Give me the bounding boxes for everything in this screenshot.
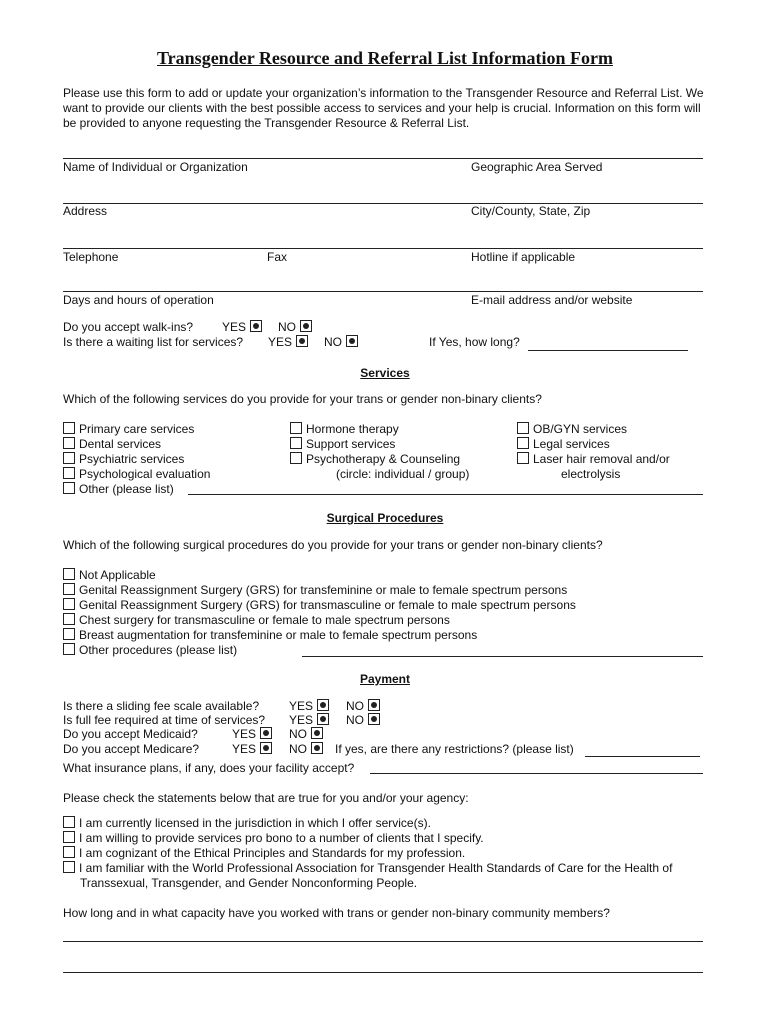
checkbox-icon[interactable] <box>290 437 302 449</box>
surgical-item[interactable] <box>63 613 576 628</box>
checkbox-icon[interactable] <box>63 583 75 595</box>
surgical-label: Other procedures (please list) <box>79 643 238 657</box>
service-label: Hormone therapy <box>306 422 399 436</box>
service-label: Psychological evaluation <box>79 467 211 481</box>
form-title: Transgender Resource and Referral List Information Form <box>157 48 613 68</box>
insurance-line[interactable] <box>370 773 703 774</box>
services-col1 <box>63 422 210 497</box>
statement-wpath[interactable] <box>63 861 672 876</box>
checkbox-icon[interactable] <box>63 643 75 655</box>
service-psychotherapy-note: (circle: individual / group) <box>336 467 470 481</box>
service-label: Laser hair removal and/or <box>533 452 670 466</box>
surgical-label: Chest surgery for transmasculine or female to male spectrum persons <box>79 613 450 627</box>
restrictions-line[interactable] <box>585 756 700 757</box>
service-support[interactable] <box>290 437 469 452</box>
checkbox-icon[interactable] <box>63 816 75 828</box>
checkbox-icon[interactable] <box>63 628 75 640</box>
medicare-yes-radio-icon[interactable] <box>260 742 272 754</box>
sliding-yes-radio-icon[interactable] <box>317 699 329 711</box>
address-line[interactable] <box>63 203 703 204</box>
surgical-item[interactable] <box>63 628 576 643</box>
medicaid-yes[interactable] <box>232 727 272 741</box>
full-fee-yes-radio-icon[interactable] <box>317 713 329 725</box>
waitlist-yes-radio-icon[interactable] <box>296 335 308 347</box>
no-label: NO <box>289 742 307 756</box>
city-label: City/County, State, Zip <box>471 204 591 218</box>
checkbox-icon[interactable] <box>63 613 75 625</box>
statement-licensed[interactable] <box>63 816 672 831</box>
service-laser-note: electrolysis <box>561 467 621 481</box>
medicaid-no[interactable] <box>289 727 323 741</box>
payment-heading: Payment <box>359 672 411 686</box>
yes-label: YES <box>232 727 257 741</box>
services-col3 <box>517 422 670 482</box>
restrictions-label: If yes, are there any restrictions? (please list) <box>335 742 574 756</box>
medicare-question: Do you accept Medicare? <box>63 742 200 756</box>
checkbox-icon[interactable] <box>63 861 75 873</box>
sliding-no[interactable] <box>346 699 380 713</box>
yes-label: YES <box>289 699 314 713</box>
surgical-label: Genital Reassignment Surgery (GRS) for transfeminine or male to female spectrum persons <box>79 583 568 597</box>
surgical-item[interactable] <box>63 568 576 583</box>
services-heading: Services <box>360 366 410 380</box>
surgical-item[interactable] <box>63 583 576 598</box>
checkbox-icon[interactable] <box>290 452 302 464</box>
sliding-yes[interactable] <box>289 699 329 713</box>
full-fee-question: Is full fee required at time of services? <box>63 713 266 727</box>
experience-line-1[interactable] <box>63 941 703 942</box>
walkins-no[interactable] <box>278 320 312 334</box>
checkbox-icon[interactable] <box>517 452 529 464</box>
how-long-line[interactable] <box>528 350 688 351</box>
yes-label: YES <box>289 713 314 727</box>
service-obgyn[interactable] <box>517 422 670 437</box>
checkbox-icon[interactable] <box>63 437 75 449</box>
surgical-item[interactable] <box>63 598 576 613</box>
service-legal[interactable] <box>517 437 670 452</box>
full-fee-no[interactable] <box>346 713 380 727</box>
service-psychiatric[interactable] <box>63 452 210 467</box>
service-label: Support services <box>306 437 396 451</box>
checkbox-icon[interactable] <box>63 846 75 858</box>
checkbox-icon[interactable] <box>63 482 75 494</box>
surgical-label: Not Applicable <box>79 568 156 582</box>
checkbox-icon[interactable] <box>63 831 75 843</box>
telephone-label: Telephone <box>63 250 119 264</box>
medicare-no-radio-icon[interactable] <box>311 742 323 754</box>
checkbox-icon[interactable] <box>517 422 529 434</box>
full-fee-no-radio-icon[interactable] <box>368 713 380 725</box>
waitlist-question: Is there a waiting list for services? <box>63 335 244 349</box>
waitlist-no-label: NO <box>324 335 342 349</box>
service-label: Psychotherapy & Counseling <box>306 452 461 466</box>
no-label: NO <box>346 699 364 713</box>
no-label: NO <box>346 713 364 727</box>
sliding-no-radio-icon[interactable] <box>368 699 380 711</box>
services-col2 <box>290 422 469 482</box>
walkins-yes[interactable] <box>222 320 262 334</box>
medicaid-no-radio-icon[interactable] <box>311 727 323 739</box>
statement-wpath-cont: Transsexual, Transgender, and Gender Nonconforming People. <box>80 876 418 890</box>
surgical-list <box>63 568 576 658</box>
surgical-label: Breast augmentation for transfeminine or male to female spectrum persons <box>79 628 478 642</box>
surgical-question: Which of the following surgical procedures do you provide for your trans or gender non-binary clients? <box>63 538 603 552</box>
hotline-label: Hotline if applicable <box>471 250 576 264</box>
service-label: Psychiatric services <box>79 452 185 466</box>
days-label: Days and hours of operation <box>63 293 214 307</box>
service-primary-care[interactable] <box>63 422 210 437</box>
medicare-yes[interactable] <box>232 742 272 756</box>
checkbox-icon[interactable] <box>63 467 75 479</box>
name-label: Name of Individual or Organization <box>63 160 248 174</box>
statement-label: I am currently licensed in the jurisdiction in which I offer service(s). <box>79 816 431 830</box>
intro-paragraph: Please use this form to add or update your organization’s information to the Transgender Resource and Referral List. We want to provide our clients with the best possible access to services and your help is crucial. Information on this form will be provided to anyone requesting the Transgender Resource & Referral List. <box>63 86 704 130</box>
statements-question: Please check the statements below that are true for you and/or your agency: <box>63 791 469 805</box>
walkins-yes-label: YES <box>222 320 247 334</box>
service-laser[interactable] <box>517 452 670 467</box>
services-question: Which of the following services do you provide for your trans or gender non-binary clients? <box>63 392 542 406</box>
medicare-no[interactable] <box>289 742 323 756</box>
checkbox-icon[interactable] <box>290 422 302 434</box>
fax-label: Fax <box>267 250 288 264</box>
days-line[interactable] <box>63 291 703 292</box>
walkins-question: Do you accept walk-ins? <box>63 320 194 334</box>
waitlist-no-radio-icon[interactable] <box>346 335 358 347</box>
checkbox-icon[interactable] <box>517 437 529 449</box>
experience-question: How long and in what capacity have you worked with trans or gender non-binary community members? <box>63 906 610 920</box>
service-psychotherapy[interactable] <box>290 452 469 467</box>
walkins-no-label: NO <box>278 320 296 334</box>
surgical-heading: Surgical Procedures <box>326 511 444 525</box>
service-label: Primary care services <box>79 422 195 436</box>
service-other-line[interactable] <box>188 494 703 495</box>
waitlist-yes-label: YES <box>268 335 293 349</box>
service-label: OB/GYN services <box>533 422 628 436</box>
experience-line-2[interactable] <box>63 972 703 973</box>
email-label: E-mail address and/or website <box>471 293 633 307</box>
service-label: Dental services <box>79 437 162 451</box>
statement-label: I am willing to provide services pro bono to a number of clients that I specify. <box>79 831 484 845</box>
walkins-no-radio-icon[interactable] <box>300 320 312 332</box>
insurance-question: What insurance plans, if any, does your facility accept? <box>63 761 355 775</box>
statement-pro-bono[interactable] <box>63 831 672 846</box>
service-label: Legal services <box>533 437 610 451</box>
walkins-yes-radio-icon[interactable] <box>250 320 262 332</box>
medicaid-question: Do you accept Medicaid? <box>63 727 198 741</box>
service-label: Other (please list) <box>79 482 174 496</box>
name-line[interactable] <box>63 158 703 159</box>
service-dental[interactable] <box>63 437 210 452</box>
surgical-other-line[interactable] <box>302 656 703 657</box>
statements-list <box>63 816 672 891</box>
medicaid-yes-radio-icon[interactable] <box>260 727 272 739</box>
yes-label: YES <box>232 742 257 756</box>
checkbox-icon[interactable] <box>63 452 75 464</box>
checkbox-icon[interactable] <box>63 598 75 610</box>
statement-ethics[interactable] <box>63 846 672 861</box>
address-label: Address <box>63 204 108 218</box>
service-hormone[interactable] <box>290 422 469 437</box>
telephone-line[interactable] <box>63 248 703 249</box>
how-long-label: If Yes, how long? <box>429 335 520 349</box>
surgical-label: Genital Reassignment Surgery (GRS) for transmasculine or female to male spectrum persons <box>79 598 576 612</box>
geo-label: Geographic Area Served <box>471 160 603 174</box>
statement-label: I am cognizant of the Ethical Principles and Standards for my profession. <box>79 846 466 860</box>
sliding-question: Is there a sliding fee scale available? <box>63 699 260 713</box>
statement-label: I am familiar with the World Professional Association for Transgender Health Standards of Care for the Health of <box>79 861 673 875</box>
no-label: NO <box>289 727 307 741</box>
checkbox-icon[interactable] <box>63 568 75 580</box>
service-psych-eval[interactable] <box>63 467 210 482</box>
full-fee-yes[interactable] <box>289 713 329 727</box>
checkbox-icon[interactable] <box>63 422 75 434</box>
waitlist-yes[interactable] <box>268 335 308 349</box>
waitlist-no[interactable] <box>324 335 358 349</box>
